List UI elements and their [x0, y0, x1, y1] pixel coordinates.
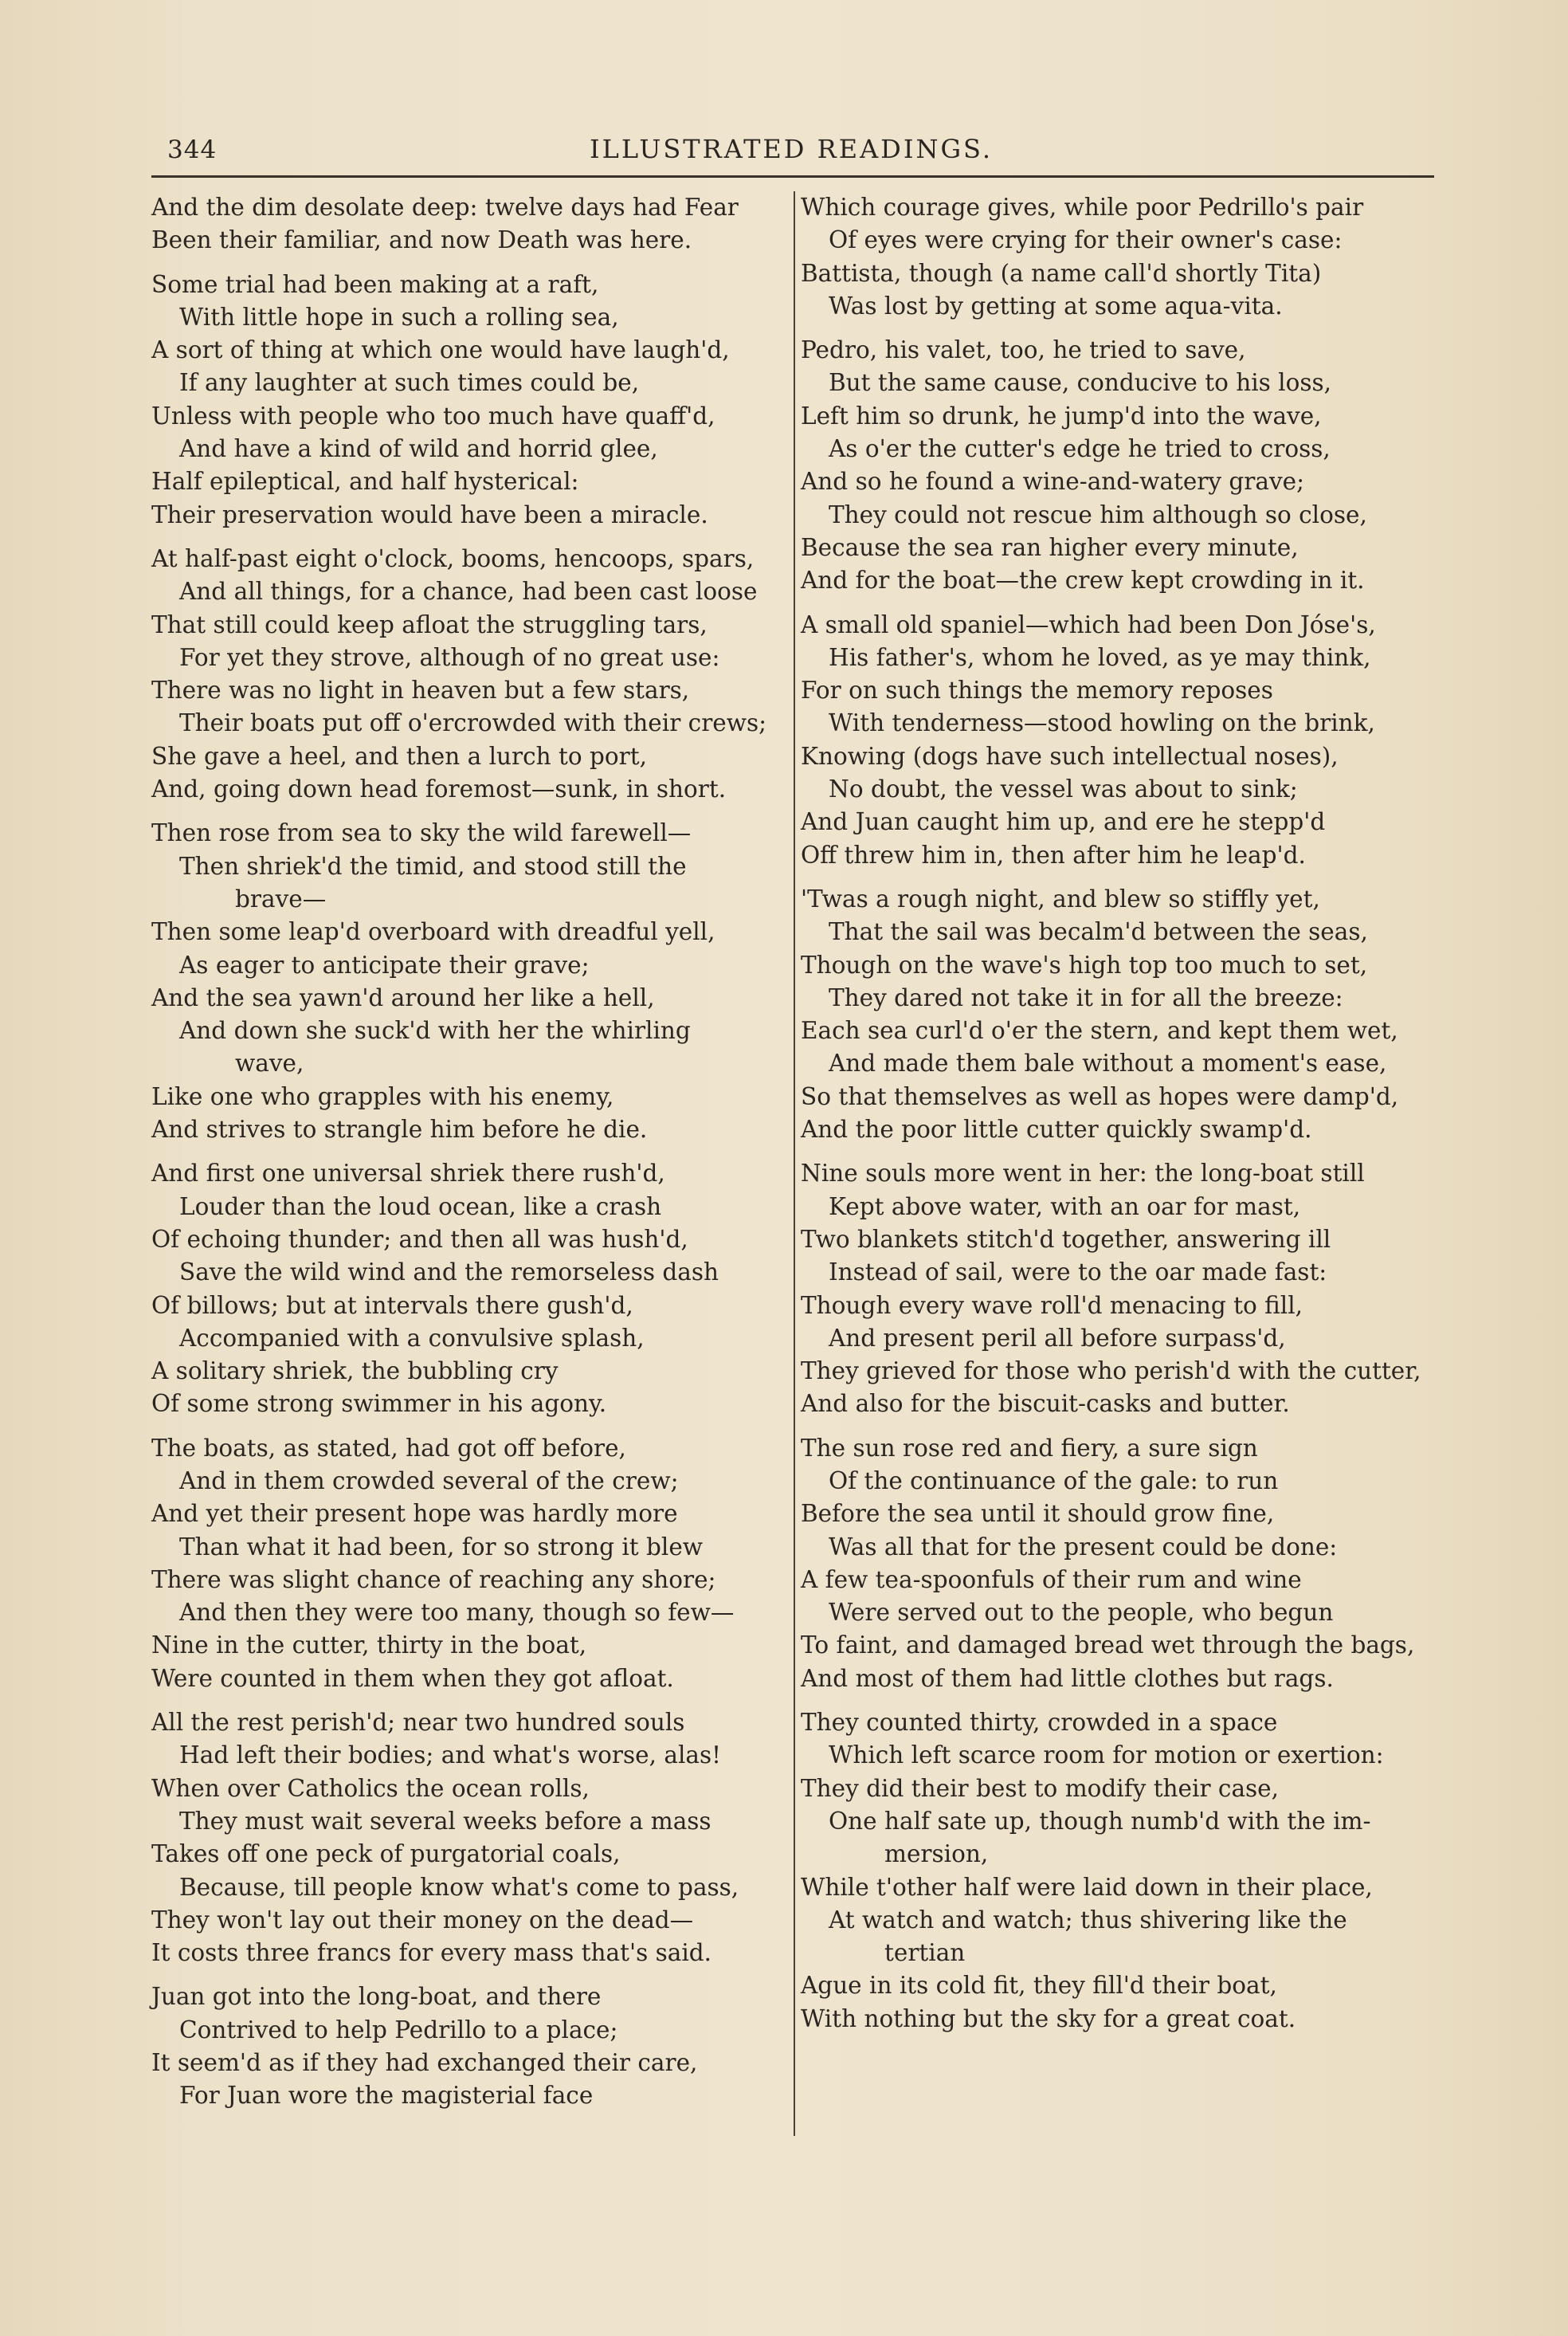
- verse-line: And the sea yawn'd around her like a hell,: [151, 983, 655, 1011]
- stanza: [151, 269, 785, 532]
- verse-line: Because the sea ran higher every minute,: [801, 533, 1299, 561]
- stanza: [151, 543, 785, 806]
- verse-line: brave—: [235, 885, 327, 913]
- verse-line: Though on the wave's high top too much to set,: [801, 951, 1368, 979]
- verse-line: For on such things the memory reposes: [801, 677, 1273, 705]
- verse-line: There was slight chance of reaching any shore;: [151, 1565, 716, 1593]
- verse-line: Of some strong swimmer in his agony.: [151, 1390, 607, 1418]
- verse-line: There was no light in heaven but a few stars,: [151, 677, 690, 705]
- verse-line: And so he found a wine-and-watery grave;: [801, 468, 1305, 496]
- stanza: [801, 1432, 1438, 1695]
- column-divider: [794, 191, 795, 2136]
- verse-line: And have a kind of wild and horrid glee,: [179, 435, 658, 463]
- verse-line: As o'er the cutter's edge he tried to cross,: [829, 435, 1331, 463]
- verse-line: Then some leap'd overboard with dreadful yell,: [151, 918, 715, 946]
- verse-line: Been their familiar, and now Death was here.: [151, 226, 692, 254]
- verse-line: Than what it had been, for so strong it blew: [179, 1533, 704, 1561]
- verse-line: Because, till people know what's come to pass,: [179, 1873, 739, 1901]
- verse-line: And strives to strangle him before he die.: [151, 1116, 648, 1144]
- stanza: [801, 609, 1438, 872]
- verse-line: Like one who grapples with his enemy,: [151, 1082, 614, 1110]
- verse-line: The boats, as stated, had got off before,: [151, 1434, 626, 1462]
- verse-line: And, going down head foremost—sunk, in short.: [151, 775, 727, 803]
- verse-line: A small old spaniel—which had been Don Jóse's,: [801, 611, 1376, 638]
- verse-line: A few tea-spoonfuls of their rum and wine: [801, 1565, 1302, 1593]
- right-column: [801, 191, 1438, 2047]
- stanza: [801, 1157, 1438, 1420]
- verse-line: Save the wild wind and the remorseless dash: [179, 1258, 719, 1286]
- verse-line: They grieved for those who perish'd with the cutter,: [801, 1357, 1421, 1385]
- verse-line: With tenderness—stood howling on the brink,: [829, 709, 1375, 737]
- verse-line: And Juan caught him up, and ere he stepp'd: [801, 808, 1326, 836]
- stanza: [151, 1432, 785, 1695]
- stanza: [801, 334, 1438, 597]
- verse-line: And also for the biscuit-casks and butter.: [801, 1390, 1290, 1418]
- verse-line: And then they were too many, though so few—: [179, 1599, 735, 1627]
- verse-line: That still could keep afloat the struggling tars,: [151, 611, 708, 638]
- verse-line: Left him so drunk, he jump'd into the wave,: [801, 402, 1322, 430]
- verse-line: And present peril all before surpass'd,: [829, 1324, 1286, 1352]
- verse-line: For yet they strove, although of no great use:: [179, 643, 720, 671]
- verse-line: They won't lay out their money on the dead—: [151, 1906, 694, 1934]
- verse-line: Of billows; but at intervals there gush'd,: [151, 1291, 633, 1319]
- verse-line: And down she suck'd with her the whirling: [179, 1017, 691, 1045]
- verse-line: It costs three francs for every mass that's said.: [151, 1939, 712, 1967]
- verse-line: With nothing but the sky for a great coat.: [801, 2004, 1296, 2032]
- verse-line: Was all that for the present could be done:: [829, 1533, 1338, 1561]
- verse-line: While t'other half were laid down in their place,: [801, 1873, 1373, 1901]
- verse-line: Then rose from sea to sky the wild farewell—: [151, 819, 692, 847]
- verse-line: Of the continuance of the gale: to run: [829, 1466, 1279, 1494]
- verse-line: Then shriek'd the timid, and stood still the: [179, 852, 687, 880]
- verse-line: Instead of sail, were to the oar made fast:: [829, 1258, 1327, 1286]
- verse-line: At half-past eight o'clock, booms, hencoops, spars,: [151, 544, 755, 572]
- stanza: [801, 191, 1438, 323]
- verse-line: And the poor little cutter quickly swamp'd.: [801, 1116, 1312, 1144]
- verse-line: Each sea curl'd o'er the stern, and kept them wet,: [801, 1017, 1398, 1045]
- stanza: [151, 1157, 785, 1420]
- verse-line: It seem'd as if they had exchanged their care,: [151, 2049, 698, 2077]
- verse-line: Some trial had been making at a raft,: [151, 270, 599, 298]
- verse-line: A sort of thing at which one would have laugh'd,: [151, 336, 730, 364]
- verse-line: Battista, though (a name call'd shortly Tita): [801, 259, 1322, 287]
- verse-line: And yet their present hope was hardly more: [151, 1500, 678, 1528]
- verse-line: They could not rescue him although so close,: [829, 501, 1367, 528]
- verse-line: If any laughter at such times could be,: [179, 369, 640, 397]
- verse-line: A solitary shriek, the bubbling cry: [151, 1357, 559, 1385]
- verse-line: Had left their bodies; and what's worse, alas!: [179, 1741, 721, 1769]
- verse-line: So that themselves as well as hopes were damp'd,: [801, 1082, 1399, 1110]
- verse-line: Contrived to help Pedrillo to a place;: [179, 2016, 618, 2044]
- verse-line: And most of them had little clothes but rags.: [801, 1664, 1334, 1692]
- verse-line: Ague in its cold fit, they fill'd their boat,: [801, 1972, 1277, 2000]
- verse-line: Louder than the loud ocean, like a crash: [179, 1192, 662, 1220]
- stanza: [151, 191, 785, 257]
- verse-line: And made them bale without a moment's ease,: [829, 1050, 1387, 1078]
- verse-line: Nine in the cutter, thirty in the boat,: [151, 1631, 587, 1659]
- verse-line: Accompanied with a convulsive splash,: [179, 1324, 645, 1352]
- verse-line: Half epileptical, and half hysterical:: [151, 468, 579, 496]
- verse-line: Off threw him in, then after him he leap'd.: [801, 841, 1306, 869]
- verse-line: His father's, whom he loved, as ye may think,: [829, 643, 1371, 671]
- verse-line: But the same cause, conducive to his loss,: [829, 369, 1332, 397]
- verse-line: tertian: [884, 1939, 966, 1967]
- verse-line: Pedro, his valet, too, he tried to save,: [801, 336, 1246, 364]
- verse-line: Kept above water, with an oar for mast,: [829, 1192, 1301, 1220]
- stanza: [801, 883, 1438, 1146]
- verse-line: Before the sea until it should grow fine,: [801, 1500, 1275, 1528]
- verse-line: Knowing (dogs have such intellectual noses),: [801, 742, 1339, 770]
- verse-line: Their preservation would have been a miracle.: [151, 501, 708, 528]
- verse-line: All the rest perish'd; near two hundred souls: [151, 1709, 685, 1737]
- verse-line: When over Catholics the ocean rolls,: [151, 1774, 590, 1802]
- verse-line: Two blankets stitch'd together, answering ill: [801, 1225, 1331, 1253]
- verse-line: The sun rose red and fiery, a sure sign: [801, 1434, 1258, 1462]
- verse-line: They counted thirty, crowded in a space: [801, 1709, 1278, 1737]
- verse-line: Of eyes were crying for their owner's case:: [829, 226, 1343, 254]
- verse-line: Their boats put off o'ercrowded with their crews;: [179, 709, 767, 737]
- verse-line: With little hope in such a rolling sea,: [179, 303, 619, 331]
- verse-line: Was lost by getting at some aqua-vita.: [829, 292, 1283, 320]
- verse-line: Juan got into the long-boat, and there: [151, 1983, 602, 2011]
- verse-line: wave,: [235, 1050, 304, 1078]
- verse-line: Takes off one peck of purgatorial coals,: [151, 1840, 621, 1868]
- verse-line: As eager to anticipate their grave;: [179, 951, 590, 979]
- stanza: [151, 1706, 785, 1969]
- stanza: [801, 1706, 1438, 2036]
- running-title: ILLUSTRATED READINGS.: [590, 134, 993, 164]
- verse-line: She gave a heel, and then a lurch to port,: [151, 742, 647, 770]
- verse-line: And for the boat—the crew kept crowding in it.: [801, 567, 1365, 595]
- verse-line: mersion,: [884, 1840, 989, 1868]
- verse-line: And first one universal shriek there rush'd,: [151, 1160, 665, 1188]
- verse-line: 'Twas a rough night, and blew so stiffly yet,: [801, 885, 1320, 913]
- stanza: [151, 1981, 785, 2112]
- left-column: [151, 191, 785, 2124]
- page-header: [151, 128, 1434, 178]
- stanza: [151, 817, 785, 1146]
- verse-line: And the dim desolate deep: twelve days had Fear: [151, 194, 739, 221]
- verse-line: Were counted in them when they got afloat.: [151, 1664, 674, 1692]
- verse-line: Which left scarce room for motion or exertion:: [829, 1741, 1384, 1769]
- verse-line: Of echoing thunder; and then all was hush'd,: [151, 1225, 688, 1253]
- verse-line: No doubt, the vessel was about to sink;: [829, 775, 1298, 803]
- verse-line: They did their best to modify their case,: [801, 1774, 1280, 1802]
- verse-line: Were served out to the people, who begun: [829, 1599, 1334, 1627]
- verse-line: That the sail was becalm'd between the seas,: [829, 918, 1368, 946]
- verse-line: Which courage gives, while poor Pedrillo's pair: [801, 194, 1364, 221]
- verse-line: They dared not take it in for all the breeze:: [829, 983, 1343, 1011]
- verse-line: One half sate up, though numb'd with the im-: [829, 1807, 1371, 1835]
- verse-line: Nine souls more went in her: the long-boat still: [801, 1160, 1365, 1188]
- verse-line: For Juan wore the magisterial face: [179, 2082, 594, 2110]
- verse-line: To faint, and damaged bread wet through the bags,: [801, 1631, 1415, 1659]
- verse-line: They must wait several weeks before a mass: [179, 1807, 711, 1835]
- page-number: 344: [167, 135, 218, 164]
- verse-line: And all things, for a chance, had been cast loose: [179, 578, 758, 606]
- verse-line: Unless with people who too much have quaff'd,: [151, 402, 715, 430]
- verse-line: At watch and watch; thus shivering like the: [829, 1906, 1347, 1934]
- verse-line: Though every wave roll'd menacing to fill,: [801, 1291, 1303, 1319]
- verse-line: And in them crowded several of the crew;: [179, 1466, 679, 1494]
